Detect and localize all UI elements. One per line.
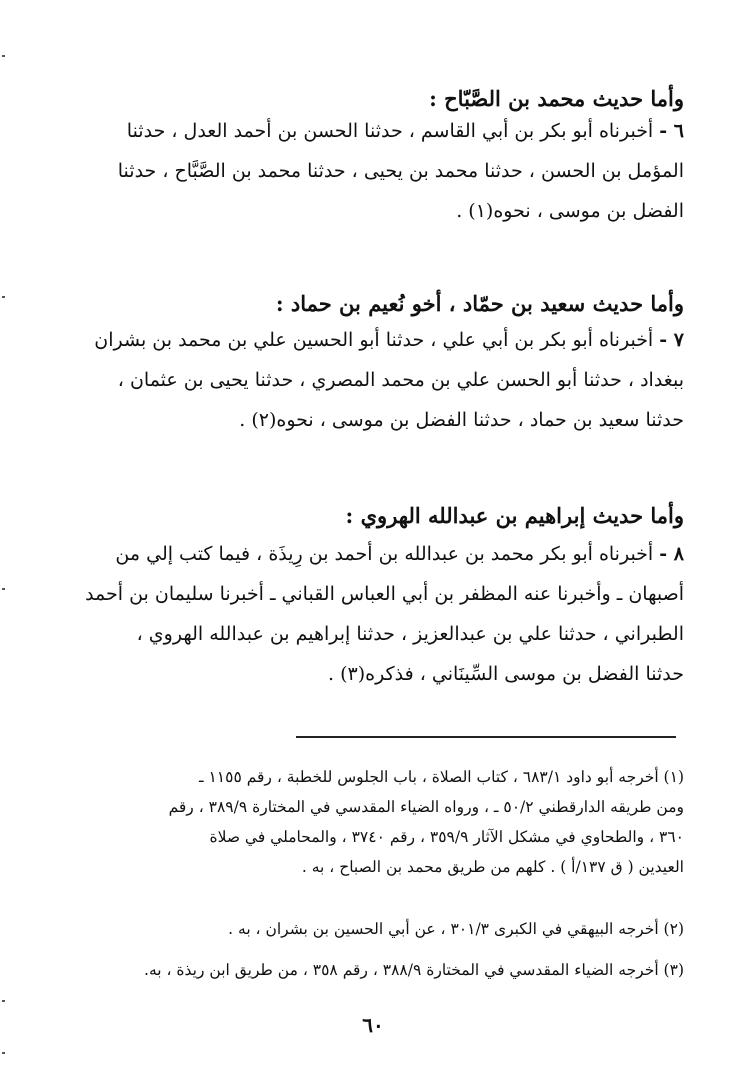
footnote-line: العيدين ( ق ١٣٧/أ ) . كلهم من طريق محمد بن الصباح ، به . xyxy=(301,858,684,876)
hadith-paragraph xyxy=(60,534,684,694)
footnote xyxy=(60,762,684,882)
paragraph-line: حدثنا سعيد بن حماد ، حدثنا الفضل بن موسى ، نحوه(٢) . xyxy=(239,409,684,431)
paragraph-line: ٨ - أخبرناه أبو بكر محمد بن عبدالله بن أحمد بن رِيذَة ، فيما كتب إلي من xyxy=(115,543,684,565)
scan-mark xyxy=(2,1052,5,1054)
paragraph-line: الطبراني ، حدثنا علي بن عبدالعزيز ، حدثنا إبراهيم بن عبدالله الهروي ، xyxy=(136,623,684,645)
section-heading: وأما حديث إبراهيم بن عبدالله الهروي : xyxy=(345,503,684,528)
scan-mark xyxy=(2,1000,5,1002)
section-heading: وأما حديث سعيد بن حمّاد ، أخو نُعيم بن حماد : xyxy=(275,291,684,316)
paragraph-line: ٧ - أخبرناه أبو بكر بن أبي علي ، حدثنا أبو الحسين علي بن محمد بن بشران xyxy=(94,329,684,351)
scan-mark xyxy=(2,588,5,590)
footnote xyxy=(60,955,684,985)
footnote-line: ومن طريقه الدارقطني ٥٠/٢ ـ ، ورواه الضياء المقدسي في المختارة ٣٨٩/٩ ، رقم xyxy=(168,798,684,816)
hadith-paragraph xyxy=(60,111,684,231)
paragraph-line: ببغداد ، حدثنا أبو الحسن علي بن محمد المصري ، حدثنا يحيى بن عثمان ، xyxy=(117,369,684,391)
page-number: ٦٠ xyxy=(362,1013,384,1037)
footnote-line: ٣٦٠ ، والطحاوي في مشكل الآثار ٣٥٩/٩ ، رقم ٣٧٤٠ ، والمحاملي في صلاة xyxy=(209,828,684,846)
hadith-number: ٧ - xyxy=(659,329,684,351)
hadith-number: ٦ - xyxy=(659,120,684,142)
paragraph-line: الفضل بن موسى ، نحوه(١) . xyxy=(456,200,684,222)
footnote-line: (٣) أخرجه الضياء المقدسي في المختارة ٣٨٨/٩ ، رقم ٣٥٨ ، من طريق ابن ريذة ، به. xyxy=(144,961,684,979)
section-heading: وأما حديث محمد بن الصَّبّاح : xyxy=(429,86,684,111)
footnote xyxy=(60,914,684,944)
hadith-paragraph xyxy=(60,320,684,440)
hadith-number: ٨ - xyxy=(659,543,684,565)
paragraph-line: أصبهان ـ وأخبرنا عنه المظفر بن أبي العباس القباني ـ أخبرنا سليمان بن أحمد xyxy=(85,583,684,605)
paragraph-line: المؤمل بن الحسن ، حدثنا محمد بن يحيى ، حدثنا محمد بن الصَّبَّاح ، حدثنا xyxy=(117,160,684,182)
footnote-divider xyxy=(296,736,676,738)
scan-mark xyxy=(2,296,5,298)
paragraph-line: حدثنا الفضل بن موسى السِّينَاني ، فذكره(٣) . xyxy=(327,663,684,685)
paragraph-line: ٦ - أخبرناه أبو بكر بن أبي القاسم ، حدثنا الحسن بن أحمد العدل ، حدثنا xyxy=(126,120,684,142)
footnote-line: (١) أخرجه أبو داود ٦٨٣/١ ، كتاب الصلاة ، باب الجلوس للخطبة ، رقم ١١٥٥ ـ xyxy=(199,768,684,786)
scan-mark xyxy=(2,55,5,57)
footnote-line: (٢) أخرجه البيهقي في الكبرى ٣٠١/٣ ، عن أبي الحسين بن بشران ، به . xyxy=(228,920,684,938)
